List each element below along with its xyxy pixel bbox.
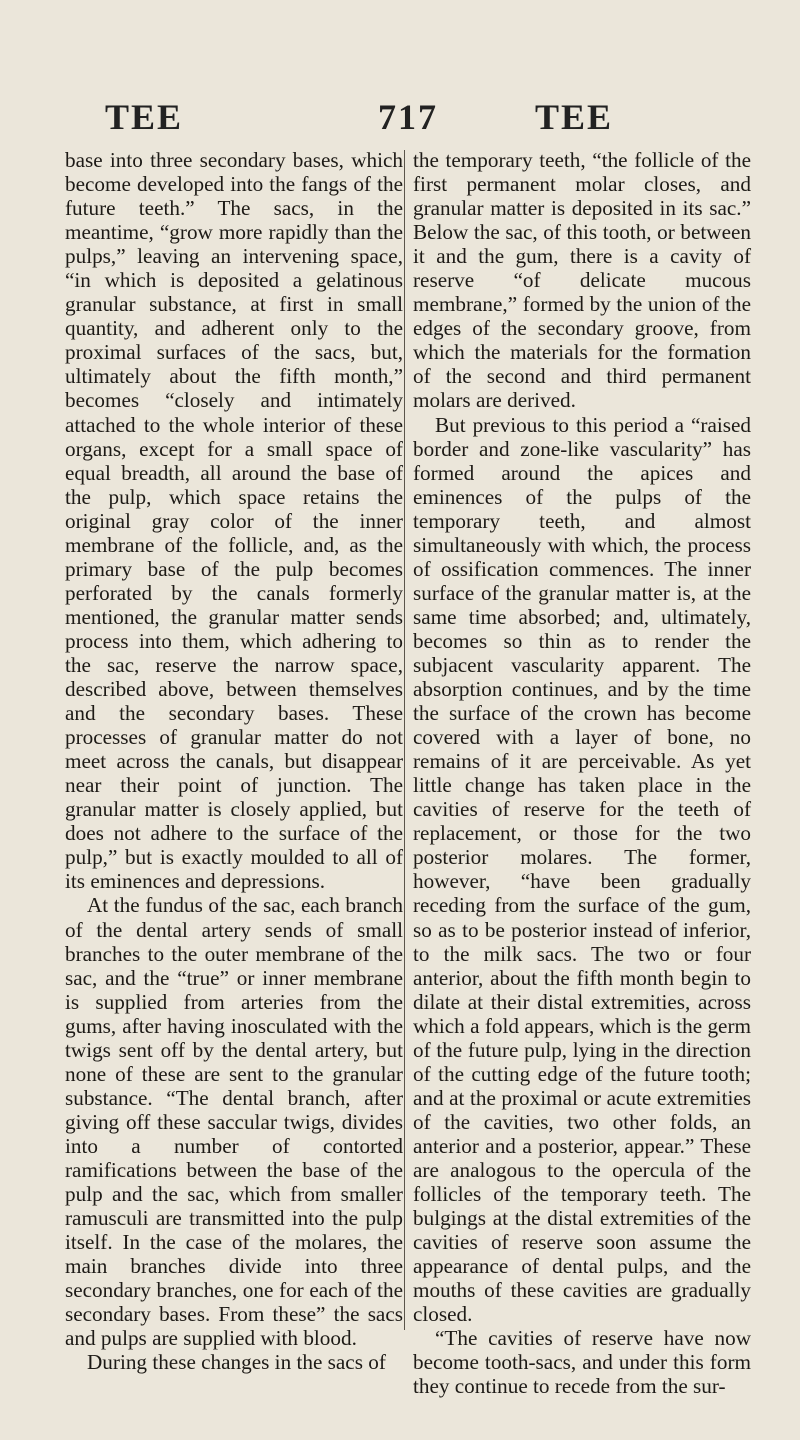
- right-paragraph-1: the temporary teeth, “the follicle of the first permanent molar closes, and granular matter is deposited in its sac.” Below the sac, of this tooth, or between it and the gum, there is a cavity of reserve “of delicate mucous membrane,” formed by the union of the edges of the secondary groove, from which the materials for the formation of the second and third permanent molars are derived.: [413, 148, 751, 413]
- page-number: 717: [378, 97, 438, 137]
- left-column: [65, 148, 403, 1374]
- header-left-word: TEE: [105, 97, 184, 137]
- header-right-word: TEE: [535, 97, 614, 137]
- column-divider: [404, 150, 405, 1330]
- left-paragraph-2: At the fundus of the sac, each branch of the dental artery sends of small branches to the outer membrane of the sac, and the “true” or inner membrane is supplied from arteries from the gums, after having inosculated with the twigs sent off by the dental artery, but none of these are sent to the granular substance. “The dental branch, after giving off these saccular twigs, divides into a number of contorted ramifications between the base of the pulp and the sac, which from smaller ramusculi are transmitted into the pulp itself. In the case of the molares, the main branches divide into three secondary branches, one for each of the secondary bases. From these” the sacs and pulps are supplied with blood.: [65, 893, 403, 1351]
- running-header: [0, 96, 800, 140]
- left-paragraph-3: During these changes in the sacs of: [87, 1350, 386, 1375]
- right-paragraph-2: But previous to this period a “raised border and zone-like vascularity” has formed around the apices and eminences of the pulps of the temporary teeth, and almost simultaneously with which, the process of ossification commences. The inner surface of the granular matter is, at the same time absorbed; and, ultimately, becomes so thin as to render the subjacent vascularity apparent. The absorption continues, and by the time the surface of the crown has become covered with a layer of bone, no remains of it are perceivable. As yet little change has taken place in the cavities of reserve for the teeth of replacement, or those for the two posterior molares. The former, however, “have been gradually receding from the surface of the gum, so as to be posterior instead of inferior, to the milk sacs. The two or four anterior, about the fifth month begin to dilate at their distal extremities, across which a fold appears, which is the germ of the future pulp, lying in the direction of the cutting edge of the future tooth; and at the proximal or acute extremities of the cavities, two other folds, an anterior and a posterior, appear.” These are analogous to the opercula of the follicles of the temporary teeth. The bulgings at the distal extremities of the cavities of reserve soon assume the appearance of dental pulps, and the mouths of these cavities are gradually closed.: [413, 412, 751, 1327]
- right-column: [413, 148, 751, 1398]
- left-paragraph-1: base into three secondary bases, which become developed into the fangs of the future teeth.” The sacs, in the meantime, “grow more rapidly than the pulps,” leaving an intervening space, “in which is deposited a gelatinous granular substance, at first in small quantity, and adherent only to the proximal surfaces of the sacs, but, ultimately about the fifth month,” becomes “closely and intimately attached to the whole interior of these organs, except for a small space of equal breadth, all around the base of the pulp, which space retains the original gray color of the inner membrane of the follicle, and, as the primary base of the pulp becomes perforated by the canals formerly mentioned, the granular matter sends process into them, which adhering to the sac, reserve the narrow space, described above, between themselves and the secondary bases. These processes of granular matter do not meet across the canals, but disappear near their point of junction. The granular matter is closely applied, but does not adhere to the surface of the pulp,” but is exactly moulded to all of its eminences and depressions.: [65, 148, 403, 894]
- right-paragraph-3: “The cavities of reserve have now become tooth-sacs, and under this form they continue to recede from the sur-: [413, 1326, 751, 1399]
